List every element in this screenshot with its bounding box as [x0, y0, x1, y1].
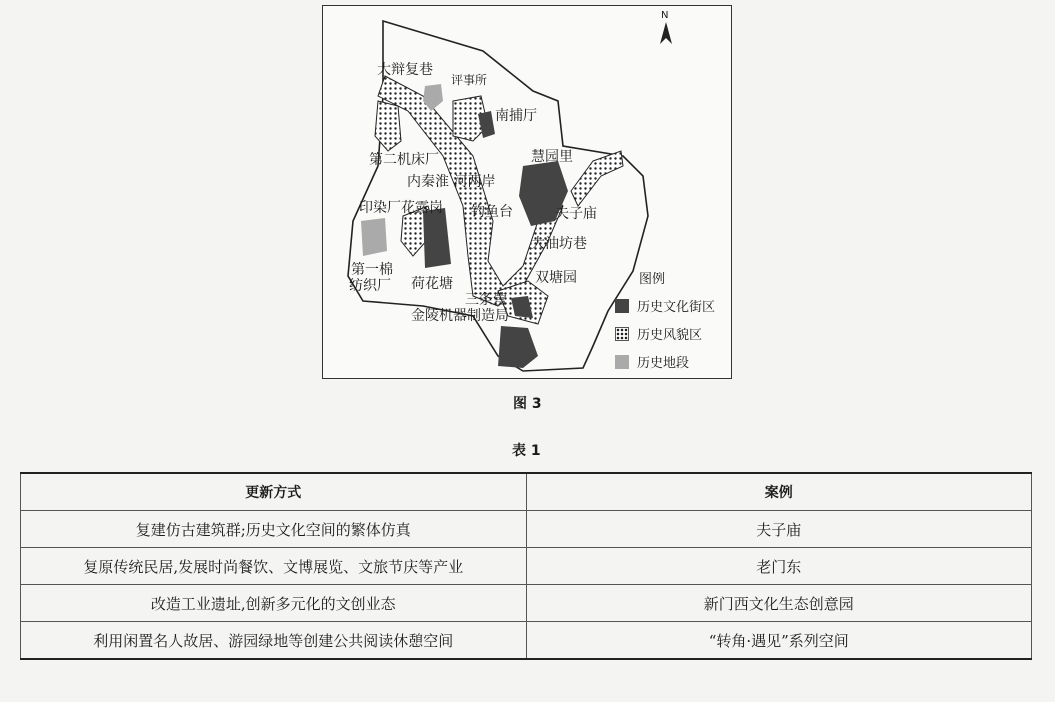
label-diaoyutai: 钓鱼台	[471, 204, 513, 220]
table-header-row	[21, 473, 1032, 511]
legend-item-block	[615, 296, 715, 315]
north-arrow-label: N	[661, 10, 669, 21]
label-santiaoying: 三条营	[465, 292, 507, 308]
table-row	[21, 622, 1032, 660]
label-jinling: 金陵机器制造局	[411, 308, 509, 324]
label-pingshisuo: 评事所	[451, 73, 488, 87]
cell-case: 新门西文化生态创意园	[526, 585, 1032, 622]
table-caption: 表 1	[512, 443, 541, 459]
label-nanbuting: 南捕厅	[495, 108, 537, 124]
cell-method: 利用闲置名人故居、游园绿地等创建公共阅读休憩空间	[21, 622, 527, 660]
historic-block-jinling	[498, 326, 538, 368]
renewal-table	[20, 472, 1032, 660]
table-row	[21, 511, 1032, 548]
label-diyimian-line2: 纺织厂	[349, 278, 391, 294]
header-method: 更新方式	[21, 473, 527, 511]
legend-swatch-dark	[615, 299, 629, 313]
label-dabianfu: 大辩复巷	[377, 62, 433, 78]
cell-method: 改造工业遗址,创新多元化的文创业态	[21, 585, 527, 622]
label-yinranchang: 印染厂花露岗	[359, 200, 443, 216]
label-fuzimiao: 夫子庙	[555, 206, 597, 222]
legend-item-site	[615, 352, 689, 371]
label-huiyuanli: 慧园里	[531, 149, 573, 165]
legend-label: 历史文化街区	[637, 300, 716, 315]
cell-case: “转角·遇见”系列空间	[526, 622, 1032, 660]
label-dayoufang: 大油坊巷	[531, 236, 587, 252]
legend-label: 历史地段	[637, 356, 690, 371]
label-diyimian-line1: 第一棉	[351, 262, 393, 278]
cell-case: 老门东	[526, 548, 1032, 585]
legend-label: 历史风貌区	[637, 328, 703, 343]
historic-site-diyimian	[361, 218, 387, 256]
legend-title: 图例	[639, 272, 666, 287]
legend-swatch-dotted	[615, 327, 629, 341]
table-row	[21, 548, 1032, 585]
label-shuangtang: 双塘园	[535, 270, 577, 286]
header-case: 案例	[526, 473, 1032, 511]
cell-method: 复原传统民居,发展时尚餐饮、文博展览、文旅节庆等产业	[21, 548, 527, 585]
label-hehuatang: 荷花塘	[411, 276, 453, 292]
legend-swatch-gray	[615, 355, 629, 369]
cell-method: 复建仿古建筑群;历史文化空间的繁体仿真	[21, 511, 527, 548]
historic-area-east	[571, 151, 623, 206]
legend-item-area	[615, 324, 702, 343]
map-figure	[322, 5, 732, 379]
cell-case: 夫子庙	[526, 511, 1032, 548]
table-row	[21, 585, 1032, 622]
north-arrow-icon	[659, 22, 673, 46]
historic-block-hehuatang	[423, 208, 451, 268]
figure-caption: 图 3	[513, 396, 542, 412]
label-neiqinhuai: 内秦淮 河两岸	[407, 174, 496, 190]
label-dierjichuang: 第二机床厂	[369, 152, 439, 168]
